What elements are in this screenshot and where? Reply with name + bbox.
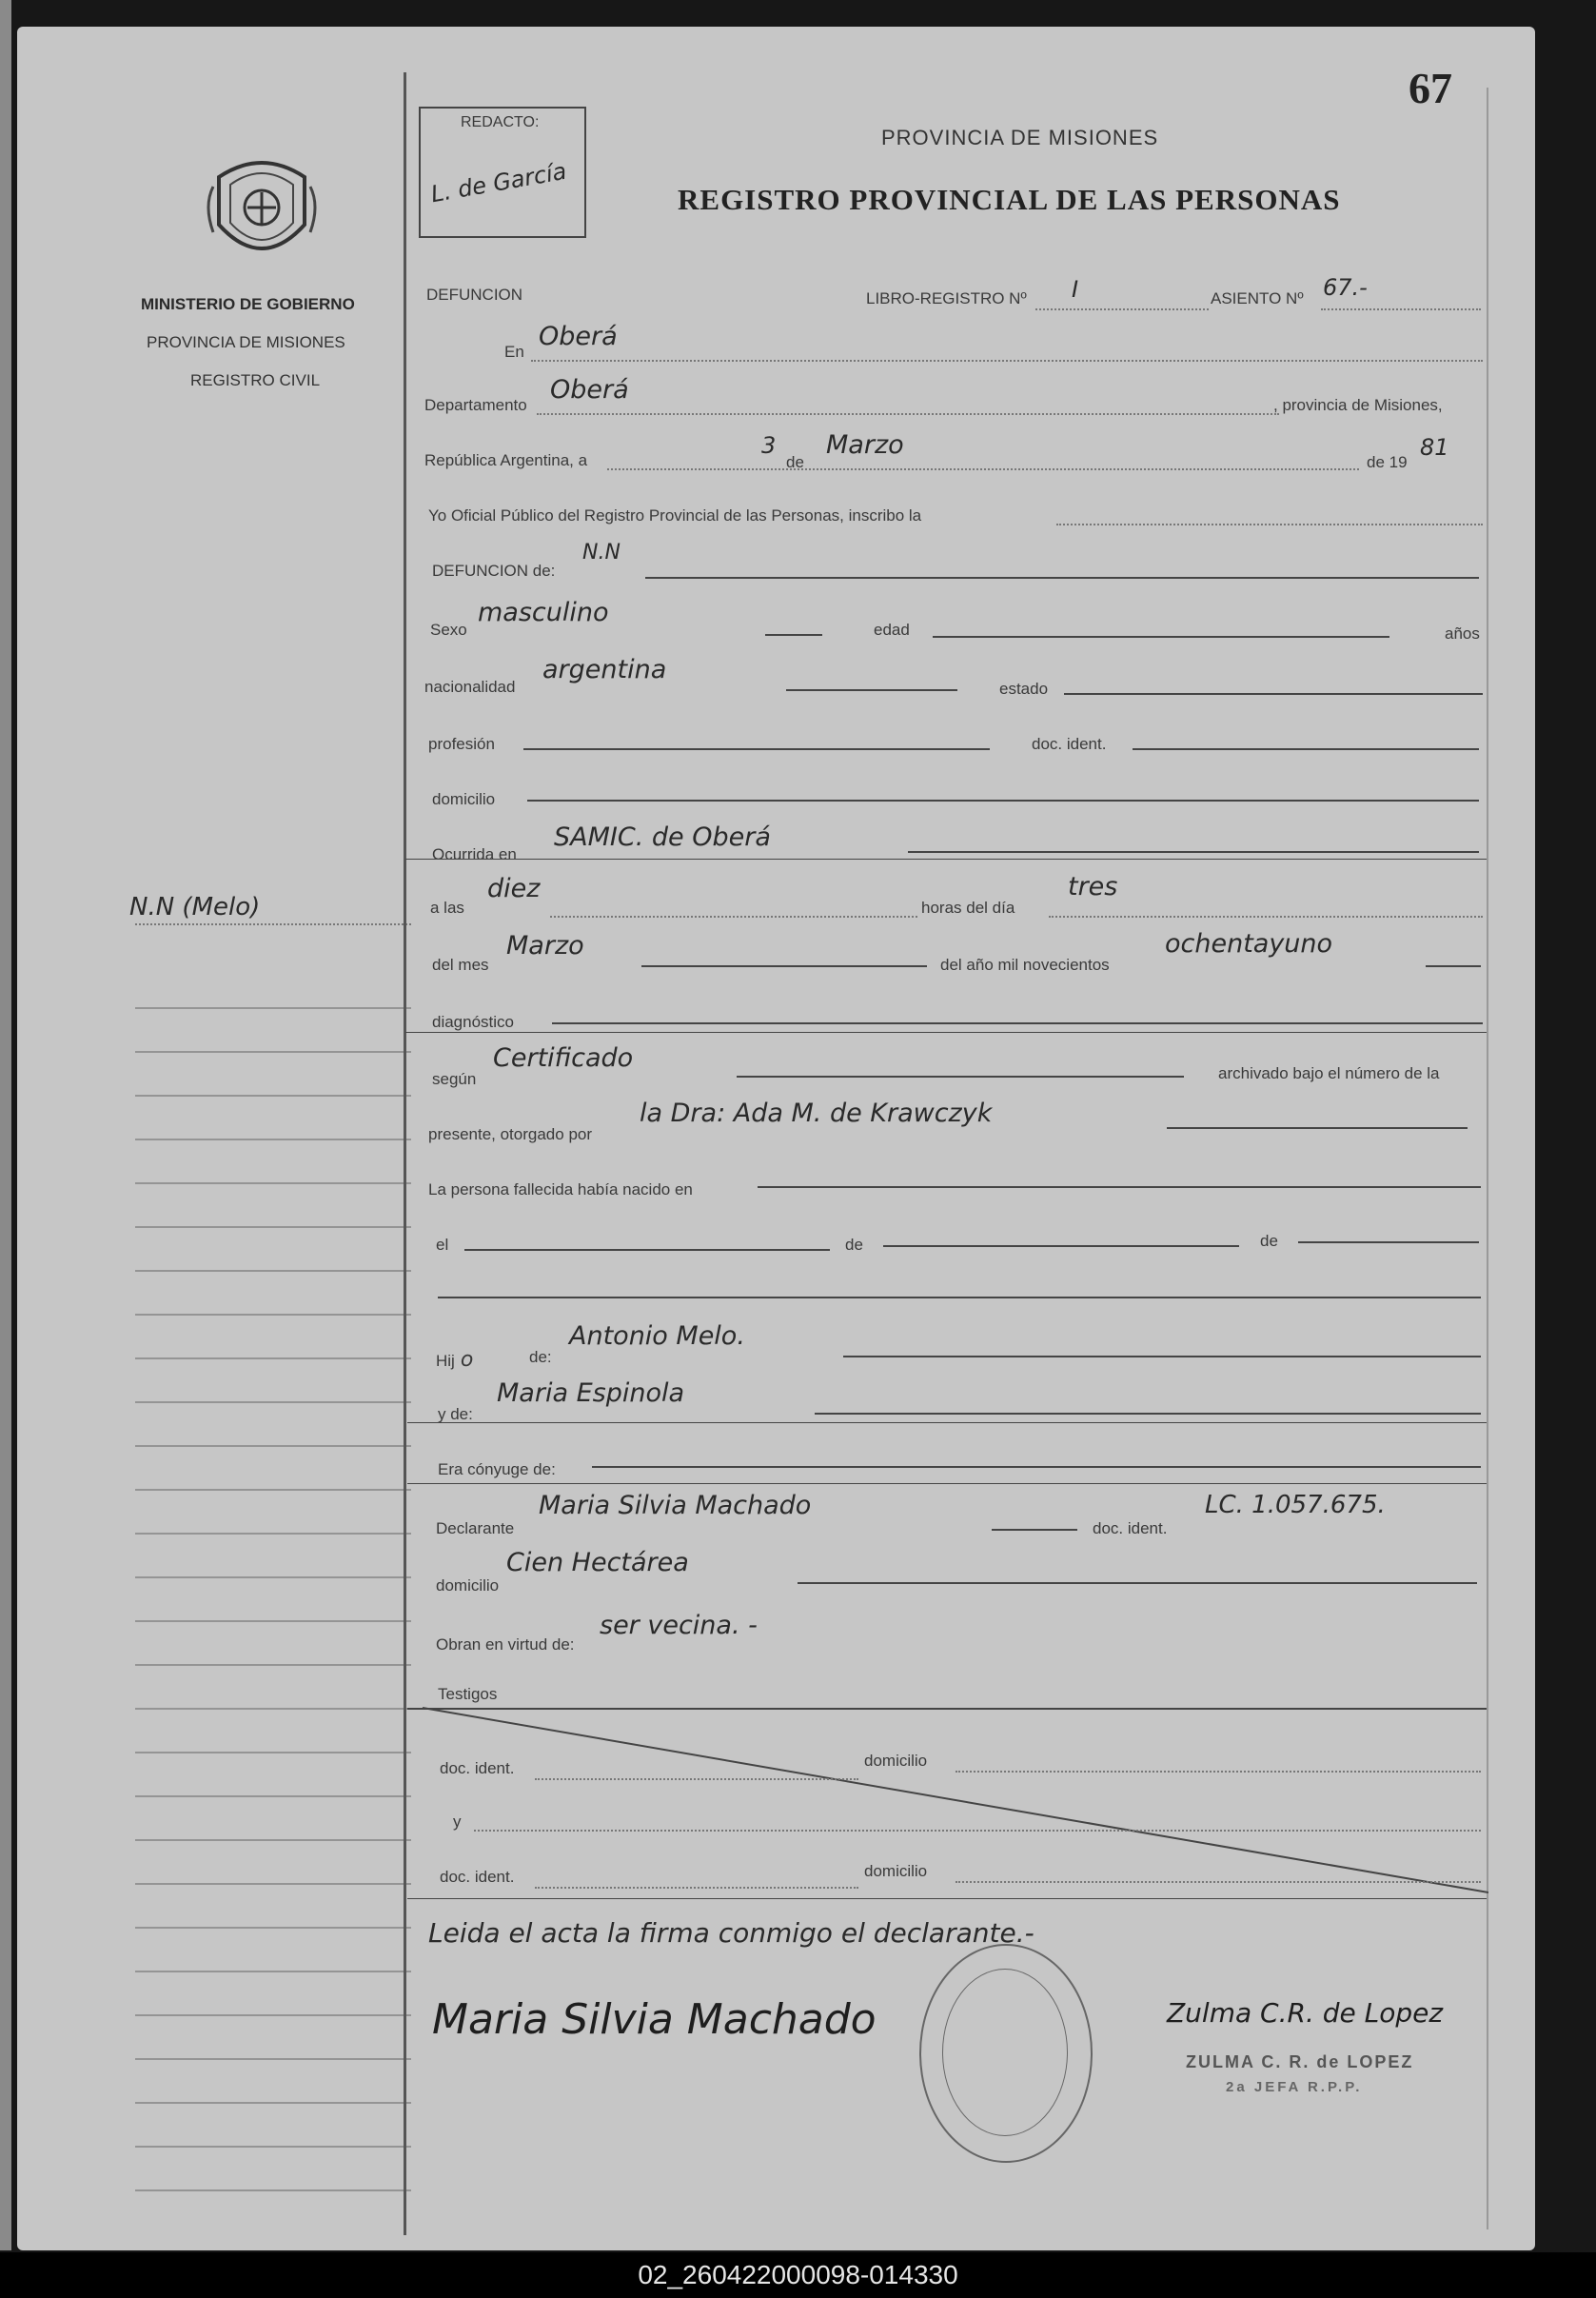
sexo-line <box>765 634 822 636</box>
libro-value: I <box>1072 276 1079 303</box>
declarante-signature: Maria Silvia Machado <box>432 1995 877 2044</box>
asiento-value: 67.- <box>1323 274 1368 301</box>
blank-line <box>438 1297 1481 1298</box>
testigo1-domicilio-label: domicilio <box>864 1752 928 1770</box>
ministry-registro: REGISTRO CIVIL <box>190 371 321 389</box>
archivado-label: archivado bajo el número de la <box>1218 1064 1440 1082</box>
horas-label: horas del día <box>921 899 1015 917</box>
mes-line <box>641 965 927 967</box>
margin-lines <box>135 965 411 2203</box>
el-line-3 <box>1298 1241 1479 1243</box>
yo-oficial-text: Yo Oficial Público del Registro Provincial de las Personas, inscribo la <box>428 506 922 525</box>
el-de1: de <box>845 1236 863 1254</box>
mes-value: Marzo <box>506 931 584 961</box>
departamento-value: Oberá <box>550 375 629 405</box>
edad-label: edad <box>874 621 910 639</box>
en-label: En <box>504 343 524 361</box>
mes-label: del mes <box>432 956 489 974</box>
el-line-2 <box>883 1245 1239 1247</box>
defuncion-heading: DEFUNCION <box>426 286 523 304</box>
libro-label: LIBRO-REGISTRO Nº <box>866 289 1027 307</box>
presente-label: presente, otorgado por <box>428 1125 593 1143</box>
ministry-name: MINISTERIO DE GOBIERNO <box>141 295 355 313</box>
defuncion-de-line <box>645 577 1479 579</box>
a-las-label: a las <box>430 899 464 917</box>
redacto-signature: L. de García <box>428 157 569 208</box>
right-border <box>1487 88 1488 2229</box>
anos-label: años <box>1445 624 1480 643</box>
libro-line <box>1035 308 1209 310</box>
anio-value: ochentayuno <box>1165 929 1333 959</box>
profesion-label: profesión <box>428 735 495 753</box>
edad-line <box>933 636 1389 638</box>
fecha-line <box>607 468 1359 470</box>
defuncion-de-value: N.N <box>582 541 621 565</box>
profesion-line <box>523 748 990 750</box>
testigo1-doc-line <box>535 1778 858 1780</box>
diagnostico-line <box>552 1022 1483 1024</box>
presente-value: la Dra: Ada M. de Krawczyk <box>640 1099 993 1128</box>
conyuge-label: Era cónyuge de: <box>438 1460 556 1478</box>
y-de-label: y de: <box>438 1405 473 1423</box>
decl-domicilio-label: domicilio <box>436 1576 500 1595</box>
testigos-bottom-line <box>407 1898 1487 1899</box>
provincia-suffix: , provincia de Misiones, <box>1273 396 1443 414</box>
yo-line <box>1056 524 1483 525</box>
en-value: Oberá <box>539 322 618 351</box>
a-las-value: diez <box>487 874 541 903</box>
footer-code: 02_260422000098-014330 <box>0 2252 1596 2298</box>
testigo1-dom-line <box>956 1771 1481 1773</box>
fecha-mes: Marzo <box>826 430 904 460</box>
declarante-doc-label: doc. ident. <box>1093 1519 1168 1537</box>
asiento-label: ASIENTO Nº <box>1211 289 1304 307</box>
segun-label: según <box>432 1070 477 1088</box>
departamento-line <box>537 413 1279 415</box>
fecha-anio: 81 <box>1420 434 1449 461</box>
domicilio-line <box>527 800 1479 802</box>
binding-edge <box>0 0 11 2250</box>
section-line-1 <box>405 859 1487 860</box>
decl-domicilio-value: Cien Hectárea <box>506 1548 689 1577</box>
declarante-value: Maria Silvia Machado <box>539 1491 812 1520</box>
nacido-label: La persona fallecida había nacido en <box>428 1180 693 1199</box>
testigos-diagonal <box>423 1706 1488 1896</box>
fecha-de19: de 19 <box>1367 453 1408 471</box>
ocurrida-line <box>908 851 1479 853</box>
republica-label: República Argentina, a <box>424 451 588 469</box>
y-line <box>474 1830 1481 1832</box>
defuncion-de-label: DEFUNCION de: <box>432 562 556 580</box>
stamp-role: 2a JEFA R.P.P. <box>1226 2079 1363 2095</box>
section-line-3 <box>407 1422 1487 1423</box>
margin-note: N.N (Melo) <box>129 893 261 921</box>
padre-value: Antonio Melo. <box>569 1321 745 1351</box>
nacionalidad-value: argentina <box>542 655 667 684</box>
province-heading: PROVINCIA DE MISIONES <box>881 126 1159 149</box>
madre-line <box>815 1413 1481 1415</box>
domicilio-label: domicilio <box>432 790 496 808</box>
redacto-label: REDACTO: <box>461 114 540 130</box>
en-line <box>531 360 1483 362</box>
oficial-signature: Zulma C.R. de Lopez <box>1167 1997 1444 2029</box>
segun-line <box>737 1076 1184 1078</box>
obran-value: ser vecina. - <box>600 1611 758 1640</box>
ocurrida-label: Ocurrida en <box>432 845 517 863</box>
el-label: el <box>436 1236 449 1254</box>
document-page <box>17 27 1535 2250</box>
registry-title: REGISTRO PROVINCIAL DE LAS PERSONAS <box>678 183 1341 216</box>
testigo2-doc-label: doc. ident. <box>440 1868 515 1886</box>
testigo2-doc-line <box>535 1887 858 1889</box>
obran-label: Obran en virtud de: <box>436 1635 575 1654</box>
doc-ident-line <box>1133 748 1479 750</box>
hij-text: Hij <box>436 1352 455 1370</box>
ocurrida-value: SAMIC. de Oberá <box>554 822 771 852</box>
y-label: y <box>453 1813 462 1831</box>
sexo-label: Sexo <box>430 621 467 639</box>
registry-stamp-icon <box>919 1944 1093 2163</box>
declarante-doc-value: LC. 1.057.675. <box>1205 1491 1386 1519</box>
estado-line <box>1064 693 1483 695</box>
fecha-de: de <box>786 453 804 471</box>
testigos-label: Testigos <box>438 1685 498 1703</box>
ministry-province: PROVINCIA DE MISIONES <box>147 333 345 351</box>
testigo1-doc-label: doc. ident. <box>440 1759 515 1777</box>
testigo2-domicilio-label: domicilio <box>864 1862 928 1880</box>
redacto-box <box>419 107 586 238</box>
declarante-line <box>992 1529 1077 1531</box>
anio-line <box>1426 965 1481 967</box>
departamento-label: Departamento <box>424 396 527 414</box>
ministry-seal-icon <box>200 149 324 272</box>
nacionalidad-label: nacionalidad <box>424 678 516 696</box>
page-number: 67 <box>1409 64 1452 112</box>
segun-value: Certificado <box>493 1043 634 1073</box>
leida-text: Leida el acta la firma conmigo el declarante.- <box>428 1917 1034 1949</box>
column-divider <box>404 72 406 2235</box>
margin-line <box>135 923 411 925</box>
conyuge-line <box>592 1466 1481 1468</box>
madre-value: Maria Espinola <box>497 1378 685 1408</box>
horas-value: tres <box>1068 872 1118 901</box>
anio-label: del año mil novecientos <box>940 956 1110 974</box>
horas-line <box>1049 916 1483 918</box>
nacionalidad-line <box>786 689 957 691</box>
testigo2-dom-line <box>956 1881 1481 1883</box>
fecha-dia: 3 <box>761 432 777 459</box>
decl-domicilio-line <box>798 1582 1477 1584</box>
declarante-label: Declarante <box>436 1519 515 1537</box>
stamp-name: ZULMA C. R. de LOPEZ <box>1186 2052 1414 2071</box>
estado-label: estado <box>999 680 1049 698</box>
diagnostico-label: diagnóstico <box>432 1013 515 1031</box>
nacido-line <box>758 1186 1481 1188</box>
doc-ident-label: doc. ident. <box>1032 735 1107 753</box>
section-line-4 <box>407 1483 1487 1484</box>
section-line-2 <box>405 1032 1487 1033</box>
hij-label <box>436 1348 473 1372</box>
hij-suffix: o <box>460 1348 474 1372</box>
asiento-line <box>1321 308 1481 310</box>
hij-de-label: de: <box>529 1348 552 1366</box>
presente-line <box>1167 1127 1468 1129</box>
a-las-line <box>550 916 917 918</box>
el-de2: de <box>1260 1232 1278 1250</box>
padre-line <box>843 1356 1481 1357</box>
sexo-value: masculino <box>478 598 609 627</box>
el-line <box>464 1249 830 1251</box>
